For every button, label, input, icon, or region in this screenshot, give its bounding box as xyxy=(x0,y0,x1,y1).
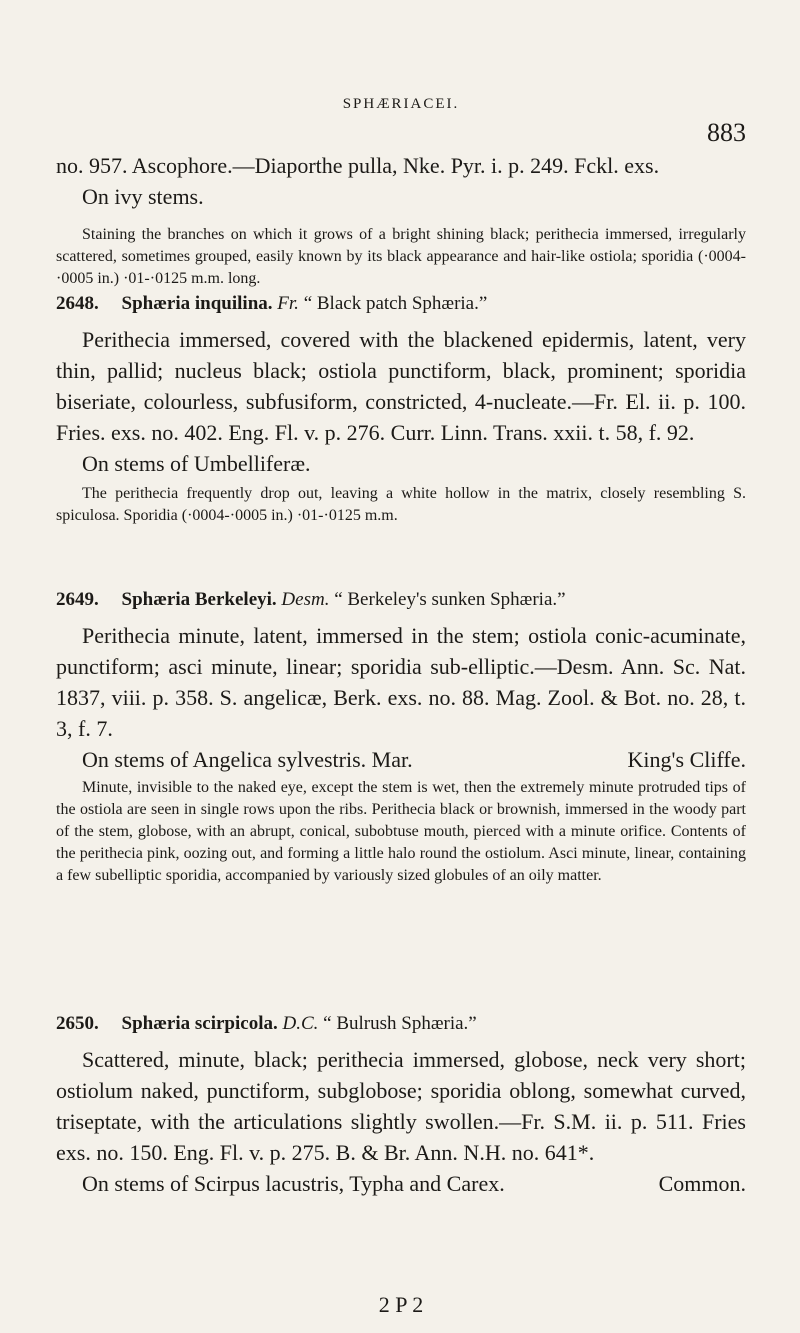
entry-habitat: On stems of Scirpus lacustris, Typha and Carex. xyxy=(82,1171,505,1196)
entry-habitat-line xyxy=(56,1168,746,1199)
entry-number: 2650. xyxy=(56,1013,99,1034)
entry-locality: King's Cliffe. xyxy=(627,747,746,772)
species-authority: Fr. xyxy=(277,293,299,314)
entry-habitat-line xyxy=(56,744,746,775)
intro-reference-line: no. 957. Ascophore.—Diaporthe pulla, Nke. Pyr. i. p. 249. Fckl. exs. xyxy=(56,153,660,178)
species-name: Sphæria Berkeleyi. xyxy=(121,589,277,610)
intro-habitat: On ivy stems. xyxy=(82,184,204,209)
intro-block xyxy=(56,150,746,290)
species-authority: D.C. xyxy=(282,1013,319,1034)
signature-mark: 2 P 2 xyxy=(378,1292,424,1317)
page-number: 883 xyxy=(707,118,746,147)
common-name: “ Black patch Sphæria.” xyxy=(303,293,488,314)
entry-note: Minute, invisible to the naked eye, except the stem is wet, then the extremely minute protruded tips of the ostiola are seen in single rows upon the ribs. Perithecia black or brownish, immersed in the woody part of the stem, globose, with an abrupt, conical, subobtuse mouth, pierced with a minute orifice. Contents of the perithecia pink, oozing out, and forming a little halo round the ostiolum. Asci minute, linear, containing a few subelliptic sporidia, accompanied by variously sized globules of an oily matter. xyxy=(56,779,746,884)
species-name: Sphæria inquilina. xyxy=(121,293,273,314)
entry-2650 xyxy=(56,1010,746,1199)
entry-description: Perithecia immersed, covered with the blackened epidermis, latent, very thin, pallid; nucleus black; ostiola punctiform, black, prominent; sporidia biseriate, colourless, subfusiform, constricted, 4-nucleate.—Fr. El. ii. p. 100. Fries. exs. no. 402. Eng. Fl. v. p. 276. Curr. Linn. Trans. xxii. t. 58, f. 92. xyxy=(56,327,746,445)
book-page xyxy=(56,0,746,1333)
entry-number: 2648. xyxy=(56,293,99,314)
entry-2649 xyxy=(56,586,746,887)
entry-note: The perithecia frequently drop out, leaving a white hollow in the matrix, closely resembling S. spiculosa. Sporidia (·0004-·0005 in.) ·01-·0125 m.m. xyxy=(56,485,746,524)
entry-habitat: On stems of Umbelliferæ. xyxy=(82,451,311,476)
running-title: SPHÆRIACEI. xyxy=(342,96,460,112)
entry-description: Perithecia minute, latent, immersed in the stem; ostiola conic-acuminate, punctiform; asci minute, linear; sporidia sub-elliptic.—Desm. Ann. Sc. Nat. 1837, viii. p. 358. S. angelicæ, Berk. exs. no. 88. Mag. Zool. & Bot. no. 28, t. 3, f. 7. xyxy=(56,623,746,741)
intro-description: Staining the branches on which it grows of a bright shining black; perithecia immersed, irregularly scattered, sometimes grouped, easily known by its black appearance and hair-like ostiola; sporidia (·0004-·0005 in.) ·01-·0125 m.m. long. xyxy=(56,226,746,287)
common-name: “ Bulrush Sphæria.” xyxy=(323,1013,477,1034)
entry-number: 2649. xyxy=(56,589,99,610)
entry-2648 xyxy=(56,290,746,527)
species-authority: Desm. xyxy=(281,589,330,610)
species-name: Sphæria scirpicola. xyxy=(121,1013,278,1034)
entry-description: Scattered, minute, black; perithecia immersed, globose, neck very short; ostiolum naked, punctiform, subglobose; sporidia oblong, somewhat curved, triseptate, with the articulations slightly swollen.—Fr. S.M. ii. p. 511. Fries exs. no. 150. Eng. Fl. v. p. 275. B. & Br. Ann. N.H. no. 641*. xyxy=(56,1047,746,1165)
entry-frequency: Common. xyxy=(658,1171,746,1196)
common-name: “ Berkeley's sunken Sphæria.” xyxy=(334,589,566,610)
entry-habitat: On stems of Angelica sylvestris. xyxy=(82,747,367,772)
entry-month: Mar. xyxy=(371,747,413,772)
